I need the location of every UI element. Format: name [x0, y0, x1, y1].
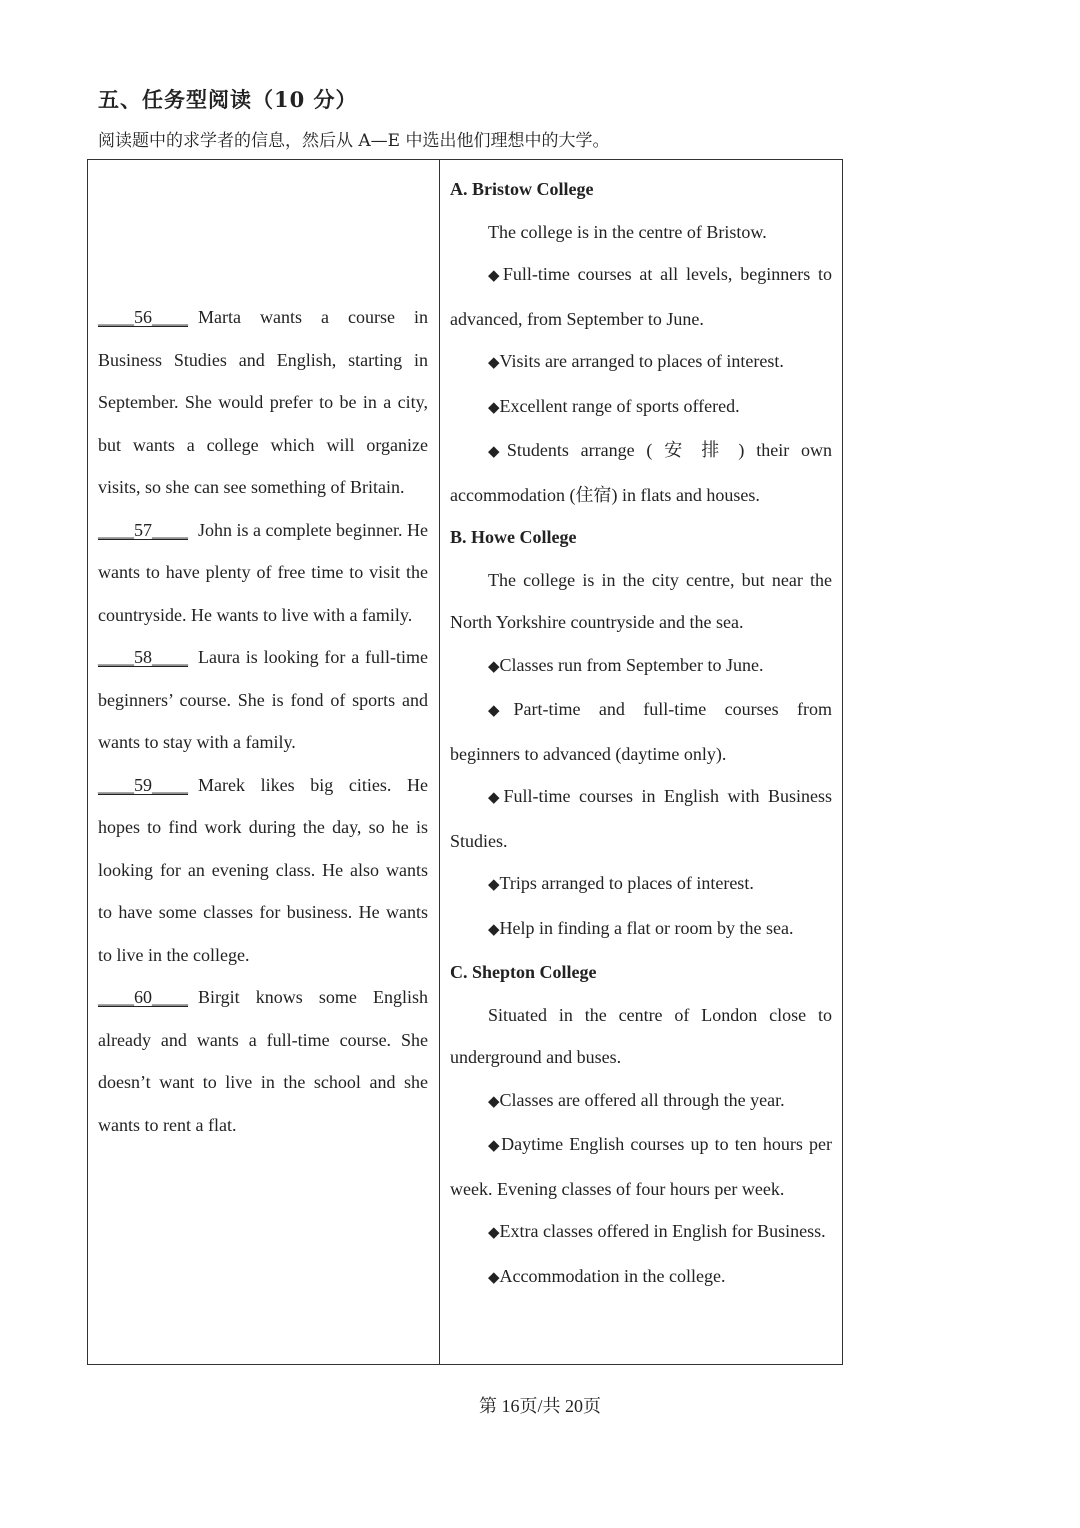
student-item-57 [98, 509, 428, 637]
answer-blank-60[interactable]: ____60____ [98, 987, 188, 1007]
answer-blank-56[interactable]: ____56____ [98, 307, 188, 327]
diamond-bullet-icon: ◆ [488, 877, 500, 893]
diamond-bullet-icon: ◆ [488, 268, 503, 284]
student-text: Laura is looking for a full-time beginners’ course. She is fond of sports and wants to stay with a family. [98, 647, 428, 752]
college-feature: ◆Classes run from September to June. [488, 654, 764, 675]
college-feature: ◆Help in finding a flat or room by the sea. [488, 917, 794, 938]
diamond-bullet-icon: ◆ [488, 355, 500, 371]
diamond-bullet-icon: ◆ [488, 1138, 502, 1154]
college-intro-b: The college is in the city centre, but near the North Yorkshire countryside and the sea. [450, 569, 832, 632]
colleges-column [450, 168, 832, 1299]
college-feature: ◆Part-time and full-time courses from beginners to advanced (daytime only). [450, 699, 832, 764]
college-feature: ◆Excellent range of sports offered. [488, 395, 740, 416]
college-name-c: C. Shepton College [450, 962, 597, 982]
diamond-bullet-icon: ◆ [488, 1269, 500, 1286]
college-feature: ◆Full-time courses at all levels, beginners to advanced, from September to June. [450, 264, 832, 329]
student-item-56 [98, 296, 428, 509]
college-feature: ◆Daytime English courses up to ten hours per week. Evening classes of four hours per week. [450, 1134, 832, 1199]
diamond-bullet-icon: ◆ [488, 790, 504, 806]
college-feature: ◆Visits are arranged to places of interest. [488, 351, 784, 371]
college-feature: ◆Accommodation in the college. [488, 1265, 726, 1286]
diamond-bullet-icon: ◆ [488, 399, 500, 416]
student-text: Marta wants a course in Business Studies and English, starting in September. She would prefer to be in a city, but wants a college which will organize visits, so she can see something of Britain. [98, 307, 428, 497]
student-text: Marek likes big cities. He hopes to find work during the day, so he is looking for an evening class. He also wants to have some classes for business. He wants to live in the college. [98, 774, 428, 965]
student-item-60 [98, 976, 428, 1146]
column-divider [439, 160, 440, 1364]
student-text: John is a complete beginner. He wants to have plenty of free time to visit the countryside. He wants to live with a family. [98, 519, 428, 625]
diamond-bullet-icon: ◆ [488, 1093, 500, 1110]
reading-table [87, 159, 843, 1365]
college-feature: ◆Full-time courses in English with Business Studies. [450, 786, 832, 851]
college-intro-c: Situated in the centre of London close to underground and buses. [450, 1004, 832, 1067]
college-name-b: B. Howe College [450, 527, 577, 547]
section-title: 五、任务型阅读（10 分） [98, 87, 358, 112]
college-feature: ◆Classes are offered all through the year. [488, 1089, 785, 1110]
college-feature: ◆Trips arranged to places of interest. [488, 873, 754, 893]
student-item-59 [98, 764, 428, 977]
student-item-58 [98, 636, 428, 764]
diamond-bullet-icon: ◆ [488, 1225, 500, 1241]
answer-blank-58[interactable]: ____58____ [98, 647, 188, 667]
answer-blank-59[interactable]: ____59____ [98, 774, 188, 795]
page-number: 第 16页/共 20页 [478, 1396, 601, 1416]
section-instruction: 阅读题中的求学者的信息，然后从 A—E 中选出他们理想中的大学。 [98, 131, 610, 151]
students-column [98, 296, 428, 1146]
college-name-a: A. Bristow College [450, 179, 594, 199]
college-feature: ◆Extra classes offered in English for Business. [488, 1221, 826, 1241]
college-intro-a: The college is in the centre of Bristow. [488, 221, 767, 242]
student-text: Birgit knows some English already and wants a full-time course. She doesn’t want to live in the school and she wants to rent a flat. [98, 987, 428, 1135]
diamond-bullet-icon: ◆ [488, 921, 500, 938]
diamond-bullet-icon: ◆ [488, 444, 507, 460]
answer-blank-57[interactable]: ____57____ [98, 519, 188, 540]
college-feature: ◆Students arrange ( 安 排 ) their own accommodation (住宿) in flats and houses. [450, 440, 832, 505]
diamond-bullet-icon: ◆ [488, 658, 500, 675]
diamond-bullet-icon: ◆ [488, 703, 514, 719]
